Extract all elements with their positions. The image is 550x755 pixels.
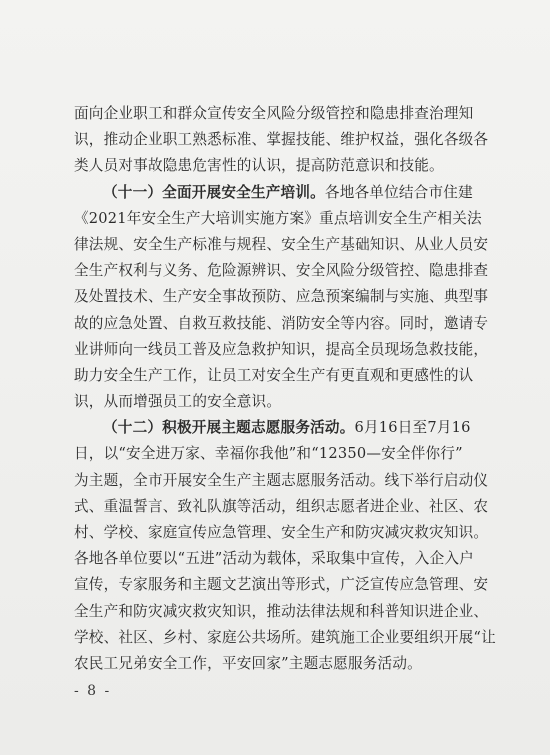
paragraph-line: 宣传，专家服务和主题文艺演出等形式，广泛宣传应急管理、安 <box>74 576 489 594</box>
paragraph-line: 识，推动企业职工熟悉标准、掌握技能、维护权益，强化各级各 <box>74 131 489 149</box>
section-heading: （十二）积极开展主题志愿服务活动。 <box>103 419 355 437</box>
paragraph-line: 律法规、安全生产标准与规程、安全生产基础知识、从业人员安 <box>74 235 489 253</box>
paragraph-line: 学校、社区、乡村、家庭公共场所。建筑施工企业要组织开展“让 <box>74 628 496 646</box>
paragraph-line: 各地各单位要以“五进”活动为载体，采取集中宣传，入企入户 <box>74 550 474 568</box>
page-number: - 8 - <box>74 683 112 699</box>
heading-line-text: 6月16日至7月16 <box>354 419 471 437</box>
paragraph-line: 及处置技术、生产安全事故预防、应急预案编制与实施、典型事 <box>74 288 489 306</box>
section-heading: （十一）全面开展安全生产培训。 <box>103 183 325 201</box>
paragraph-line: 《2021年安全生产大培训实施方案》重点培训安全生产相关法 <box>74 209 482 227</box>
paragraph-line: 业讲师向一线员工普及应急救护知识，提高全员现场急救技能， <box>74 340 489 358</box>
paragraph-line: 面向企业职工和群众宣传安全风险分级管控和隐患排查治理知 <box>74 105 474 122</box>
paragraph-line: 式、重温誓言、致礼队旗等活动，组织志愿者进企业、社区、农 <box>74 497 489 515</box>
paragraph-line: 为主题，全市开展安全生产主题志愿服务活动。线下举行启动仪 <box>74 471 489 489</box>
paragraph-line: 农民工兄弟安全工作，平安回家”主题志愿服务活动。 <box>74 654 422 672</box>
section-11-first-line <box>74 180 486 206</box>
paragraph-line: 日，以“安全进万家、幸福你我他”和“12350—安全伴你行” <box>74 445 463 463</box>
paragraph-line: 类人员对事故隐患危害性的认识，提高防范意识和技能。 <box>74 157 444 175</box>
heading-line-text: 各地各单位结合市住建 <box>324 183 473 201</box>
paragraph-line: 全生产和防灾减灾救灾知识，推动法律法规和科普知识进企业、 <box>74 602 489 620</box>
paragraph-line: 助力安全生产工作，让员工对安全生产有更直观和更感性的认 <box>74 366 474 384</box>
paragraph-line: 全生产权利与义务、危险源辨识、安全风险分级管控、隐患排查 <box>74 262 489 280</box>
paragraph-line: 故的应急处置、自救互救技能、消防安全等内容。同时，邀请专 <box>74 314 489 332</box>
paragraph-line: 村、学校、家庭宣传应急管理、安全生产和防灾减灾救灾知识。 <box>74 524 489 541</box>
paragraph-line: 识，从而增强员工的安全意识。 <box>74 393 282 411</box>
section-12-first-line <box>74 415 486 441</box>
document-body <box>74 101 496 677</box>
